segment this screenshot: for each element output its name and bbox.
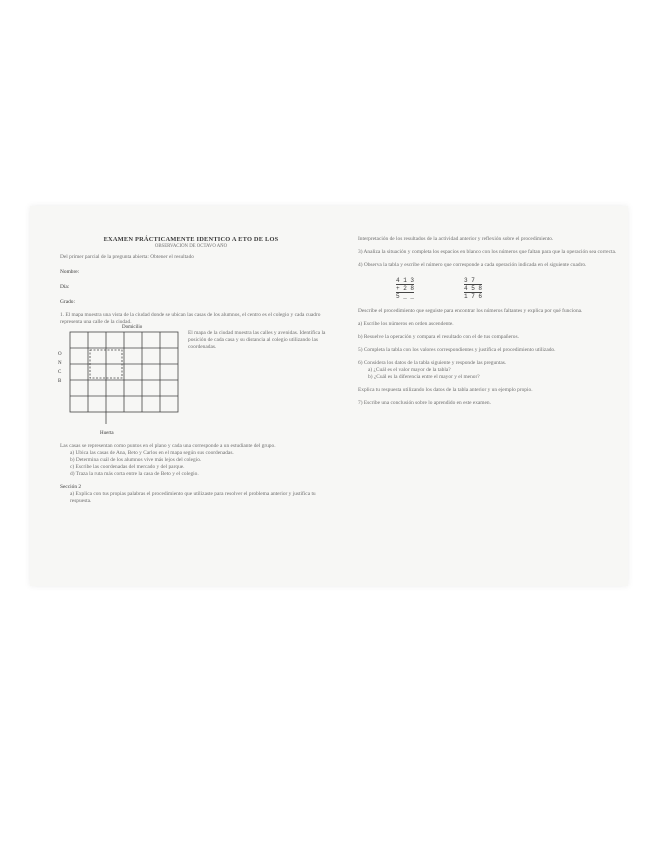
paragraph: 5) Completa la tabla con los valores correspondientes y justifica el procedimiento utilizado.: [358, 347, 556, 353]
operation-line: 4 5 8: [464, 285, 483, 292]
grid-side-label: C: [58, 370, 62, 375]
field-date: Día:: [60, 284, 70, 290]
right-page: [358, 236, 623, 407]
paragraph: 6) Considera los datos de la tabla siguiente y responde las preguntas.: [358, 360, 507, 366]
grid-side-label: O: [58, 352, 62, 357]
list-item-d: d) Traza la ruta más corta entre la casa de Beto y el colegio.: [70, 471, 199, 477]
paragraph: Explica tu respuesta utilizando los datos de la tabla anterior y un ejemplo propio.: [358, 387, 533, 393]
paragraph: 3) Analiza la situación y completa los espacios en blanco con los números que faltan para que la operación sea correcta.: [358, 249, 617, 255]
scanned-sheet: [30, 206, 628, 586]
exam-subtitle: OBSERVACIÓN DE OCTAVO AÑO: [154, 244, 228, 249]
grid-side-labels: [58, 350, 62, 386]
operation-right: [464, 277, 482, 300]
paragraph: Describe el procedimiento que seguiste para encontrar los números faltantes y explica por qué funciona.: [358, 308, 583, 314]
section-2-text: a) Explica con tus propias palabras el procedimiento que utilizaste para resolver el problema anterior y justifica tu respuesta.: [70, 491, 316, 504]
list-item-a: a) Ubica las casas de Ana, Beto y Carlos en el mapa según sus coordenadas.: [70, 450, 234, 456]
map-grid: [68, 330, 183, 428]
grid-caption: Domicilio: [122, 325, 143, 330]
question-1: 1. El mapa muestra una vista de la ciudad donde se ubican las casas de los alumnos, el centro es el colegio y cada cuadro representa una calle de la ciudad.: [60, 312, 321, 325]
instructions-2: Las casas se representan como puntos en el plano y cada una corresponde a un estudiante del grupo.: [60, 443, 276, 449]
operation-line: 4 1 3: [396, 277, 415, 284]
list-item-b: b) Determina cuál de los alumnos vive más lejos del colegio.: [70, 457, 202, 463]
paragraph: a) ¿Cuál es el valor mayor de la tabla?: [368, 367, 451, 373]
exam-title: EXAMEN PRÁCTICAMENTE IDENTICO A ETO DE LOS: [103, 236, 279, 243]
operation-left: [396, 277, 414, 300]
math-operations: [396, 277, 623, 300]
paragraph: b) Resuelve la operación y compara el resultado con el de tus compañeros.: [358, 334, 519, 340]
grid-side-label: B: [58, 379, 62, 384]
paragraph: a) Escribe los números en orden ascendente.: [358, 321, 454, 327]
paragraph: 4) Observa la tabla y escribe el número que corresponde a cada operación indicada en el siguiente cuadro.: [358, 262, 587, 268]
paragraph: Interpretación de los resultados de la actividad anterior y reflexión sobre el procedimiento.: [358, 236, 554, 242]
operation-line: 1 7 6: [464, 293, 483, 300]
operation-line: 5 _ _: [396, 293, 415, 300]
operation-line: 3 7: [464, 277, 482, 285]
map-description: El mapa de la ciudad muestra las calles y avenidas. Identifica la posición de cada casa y su distancia al colegio utilizando las coordenadas.: [188, 330, 326, 350]
field-grade: Grado:: [60, 299, 75, 305]
left-page: [58, 236, 326, 505]
instructions: Del primer parcial de la pregunta abierta: Obtener el resultado: [60, 254, 194, 260]
map-figure: [58, 325, 326, 430]
grid-bottom-label: Huerta: [100, 431, 114, 436]
field-name: Nombre:: [60, 269, 80, 275]
section-2-heading: Sección 2: [60, 484, 82, 490]
operation-line: + 2 8: [396, 285, 415, 292]
paragraph: 7) Escribe una conclusión sobre lo aprendido en este examen.: [358, 400, 491, 406]
paragraph: b) ¿Cuál es la diferencia entre el mayor y el menor?: [368, 374, 480, 380]
list-item-c: c) Escribe las coordenadas del mercado y del parque.: [70, 464, 185, 470]
grid-side-label: N: [58, 361, 62, 366]
